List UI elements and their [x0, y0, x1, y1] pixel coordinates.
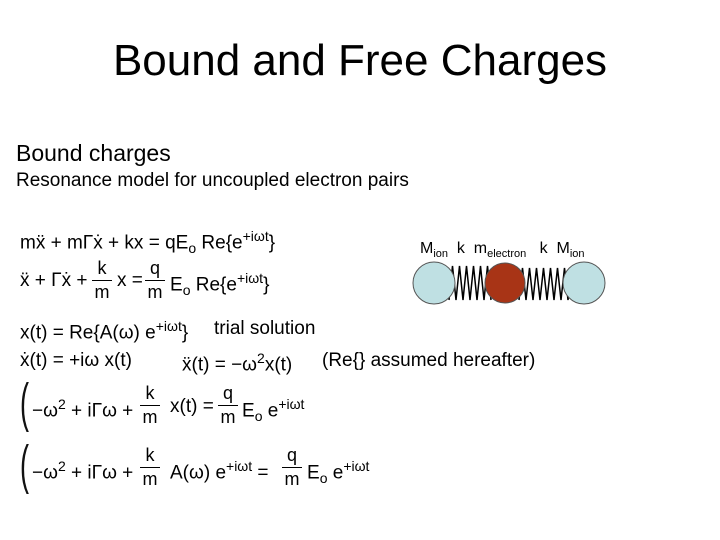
eq2-E: E	[170, 274, 183, 296]
equation-of-motion	[20, 228, 275, 256]
eq2-close: }	[263, 274, 270, 296]
eq2-pre: ẍ + Γẋ +	[20, 270, 88, 291]
eq6-paren: (	[20, 435, 29, 495]
eq5-frac2-den: m	[220, 407, 236, 427]
trial-solution-label: trial solution	[214, 318, 316, 339]
eq5-frac2-num: q	[222, 383, 233, 403]
eq2-frac1-den: m	[94, 282, 110, 302]
eq6-frac2-den: m	[284, 469, 300, 489]
eq1-exp: +iωt	[242, 228, 269, 244]
eq2-frac-q-m	[145, 258, 165, 303]
eq6-sq: 2	[57, 458, 66, 474]
velocity-equation: ẋ(t) = +iω x(t)	[20, 350, 132, 371]
eq5-left	[32, 396, 133, 422]
re-assumed-note: (Re{} assumed hereafter)	[322, 350, 536, 371]
eq2-sub: o	[182, 282, 191, 299]
eq5-frac1-den: m	[142, 407, 158, 427]
eq6-exp1: +iωt	[226, 458, 253, 474]
eq6-post: A(ω) e	[170, 462, 227, 484]
eq2-frac2-num: q	[149, 258, 160, 278]
eq2-frac2-den: m	[147, 282, 163, 302]
label-k-left: k	[456, 240, 465, 257]
eq5-frac1-num: k	[145, 383, 155, 403]
diagram-labels	[420, 240, 585, 260]
label-k-right: k	[539, 240, 548, 257]
eq5-frac-k-m	[140, 383, 160, 428]
label-ion-left: M	[420, 240, 434, 257]
eq1-sub: o	[188, 240, 197, 257]
eq5-frac-q-m	[218, 383, 238, 428]
eq5-e: e	[262, 400, 279, 422]
eq6-mid: + iΓω +	[65, 462, 134, 484]
eq1-close: }	[268, 232, 276, 254]
eq5-post: x(t) =	[170, 396, 214, 417]
normalized-equation	[20, 270, 88, 292]
eq4-part2b: x(t)	[264, 354, 293, 376]
eq6-left	[32, 458, 133, 484]
eq5-sub: o	[254, 408, 263, 425]
eq5-rhs	[242, 396, 304, 424]
eq6-sub: o	[319, 470, 328, 487]
eq5-pre: −ω	[32, 400, 58, 422]
eq3-exp: +iωt	[155, 318, 182, 334]
label-ion-right: M	[556, 240, 570, 257]
eq5-mid: + iΓω +	[65, 400, 134, 422]
eq2-re: Re{e	[190, 274, 237, 296]
slide-title: Bound and Free Charges	[112, 36, 608, 85]
eq2-exp: +iωt	[236, 270, 264, 286]
eq5-paren: (	[20, 373, 29, 433]
electron	[485, 263, 525, 303]
section-heading: Bound charges	[16, 140, 171, 166]
eq4-part2: ẍ(t) = −ω	[182, 354, 258, 376]
eq3-text: x(t) = Re{A(ω) e	[20, 322, 156, 344]
eq6-rhs	[307, 458, 369, 486]
eq6-E: E	[307, 462, 320, 484]
eq2-mid: x =	[117, 270, 143, 291]
eq6-frac1-num: k	[145, 445, 155, 465]
label-electron-sub: electron	[487, 248, 527, 261]
eq6-frac1-den: m	[142, 469, 158, 489]
eq2-rhs	[170, 270, 269, 298]
eq5-E: E	[242, 400, 255, 422]
eq5-exp: +iωt	[278, 396, 305, 412]
eq6-e: e	[327, 462, 344, 484]
ion-right	[563, 262, 605, 304]
eq6-amplitude	[170, 458, 269, 484]
trial-solution-equation	[20, 318, 188, 344]
eq3-close: }	[181, 322, 189, 344]
eq5-sq: 2	[57, 396, 66, 412]
eq6-pre: −ω	[32, 462, 58, 484]
ion-left	[413, 262, 455, 304]
eq6-frac-k-m	[140, 445, 160, 490]
eq2-frac1-num: k	[97, 258, 107, 278]
mass-spring-diagram	[405, 260, 620, 310]
eq1-rhs: Re{e	[196, 232, 243, 254]
eq6-exp2: +iωt	[343, 458, 370, 474]
eq2-frac-k-m	[92, 258, 112, 303]
section-subheading: Resonance model for uncoupled electron pairs	[16, 170, 409, 191]
eq1-lhs: mẍ + mΓẋ + kx = qE	[20, 232, 189, 254]
eq6-frac-q-m	[282, 445, 302, 490]
eq6-frac2-num: q	[286, 445, 297, 465]
eq4-sq: 2	[257, 350, 265, 366]
acceleration-equation	[182, 350, 292, 376]
label-ion-left-sub: ion	[433, 248, 449, 261]
label-electron: m	[473, 240, 488, 257]
label-ion-right-sub: ion	[569, 248, 585, 261]
eq6-eq: =	[252, 462, 269, 484]
